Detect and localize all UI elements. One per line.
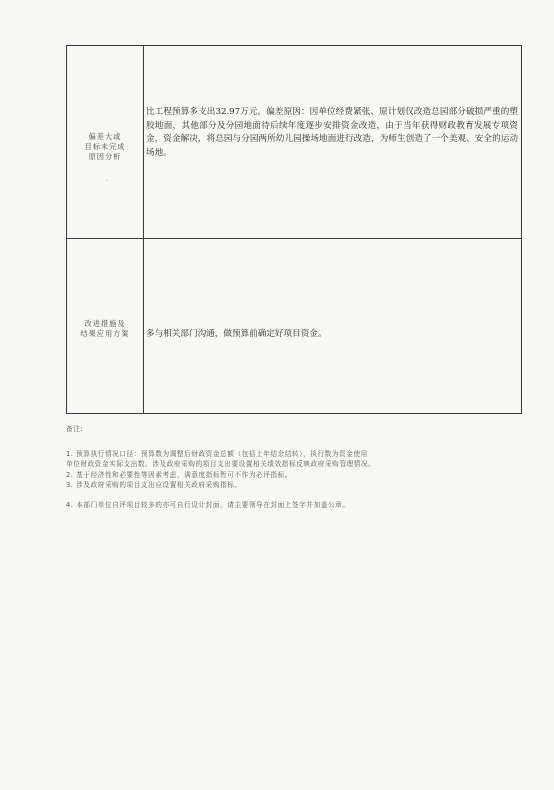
note-line: 2. 基于经济性和必要性等因素考虑，满意度指标暂可不作为必评指标。	[66, 470, 292, 479]
table-row-deviation-analysis	[67, 46, 521, 239]
note-line: 3. 涉及政府采购的项目支出应设置相关政府采购指标。	[66, 481, 242, 489]
notes-title: 备注:	[66, 425, 84, 433]
label-cell	[67, 46, 144, 238]
content-cell	[144, 46, 521, 238]
deviation-analysis-text: 比工程预算多支出32.97万元，偏差原因：因单位经费紧张、原计划仅改造总园部分破损严重的塑胶地面，其他部分及分园地面待后续年度逐步安排资金改造，由于当年获得财政教育发展专项资金，资金解决，将总园与分园两所幼儿园操场地面进行改造，为师生创造了一个美观、安全的运动场地。	[146, 107, 518, 158]
stray-mark: ·	[106, 178, 108, 185]
note-line: 1. 预算执行情况口径：预算数为调整后财政资金总额（包括上年结余结转），执行数为资金使用	[66, 449, 368, 458]
note-line: 4. 本部门单位自评项目较多的亦可自行设计封面，请主要领导在封面上签字并加盖公章。	[66, 500, 350, 509]
content-cell	[144, 239, 521, 413]
note-line: 单位财政资金实际支出数。涉及政府采购的项目支出要设置相关绩效指标反映政府采购管理情况。	[66, 460, 376, 468]
notes-section	[66, 424, 506, 510]
row-label-improvement-measures: 改进措施及 结果应用方案	[80, 319, 130, 338]
table-row-improvement-measures	[67, 239, 521, 413]
evaluation-table	[66, 45, 522, 414]
row-label-deviation-analysis: 偏差大或 目标未完成 原因分析	[84, 132, 126, 161]
improvement-measures-text: 多与相关部门沟通，做预算前确定好项目资金。	[146, 329, 327, 339]
label-cell	[67, 239, 144, 413]
